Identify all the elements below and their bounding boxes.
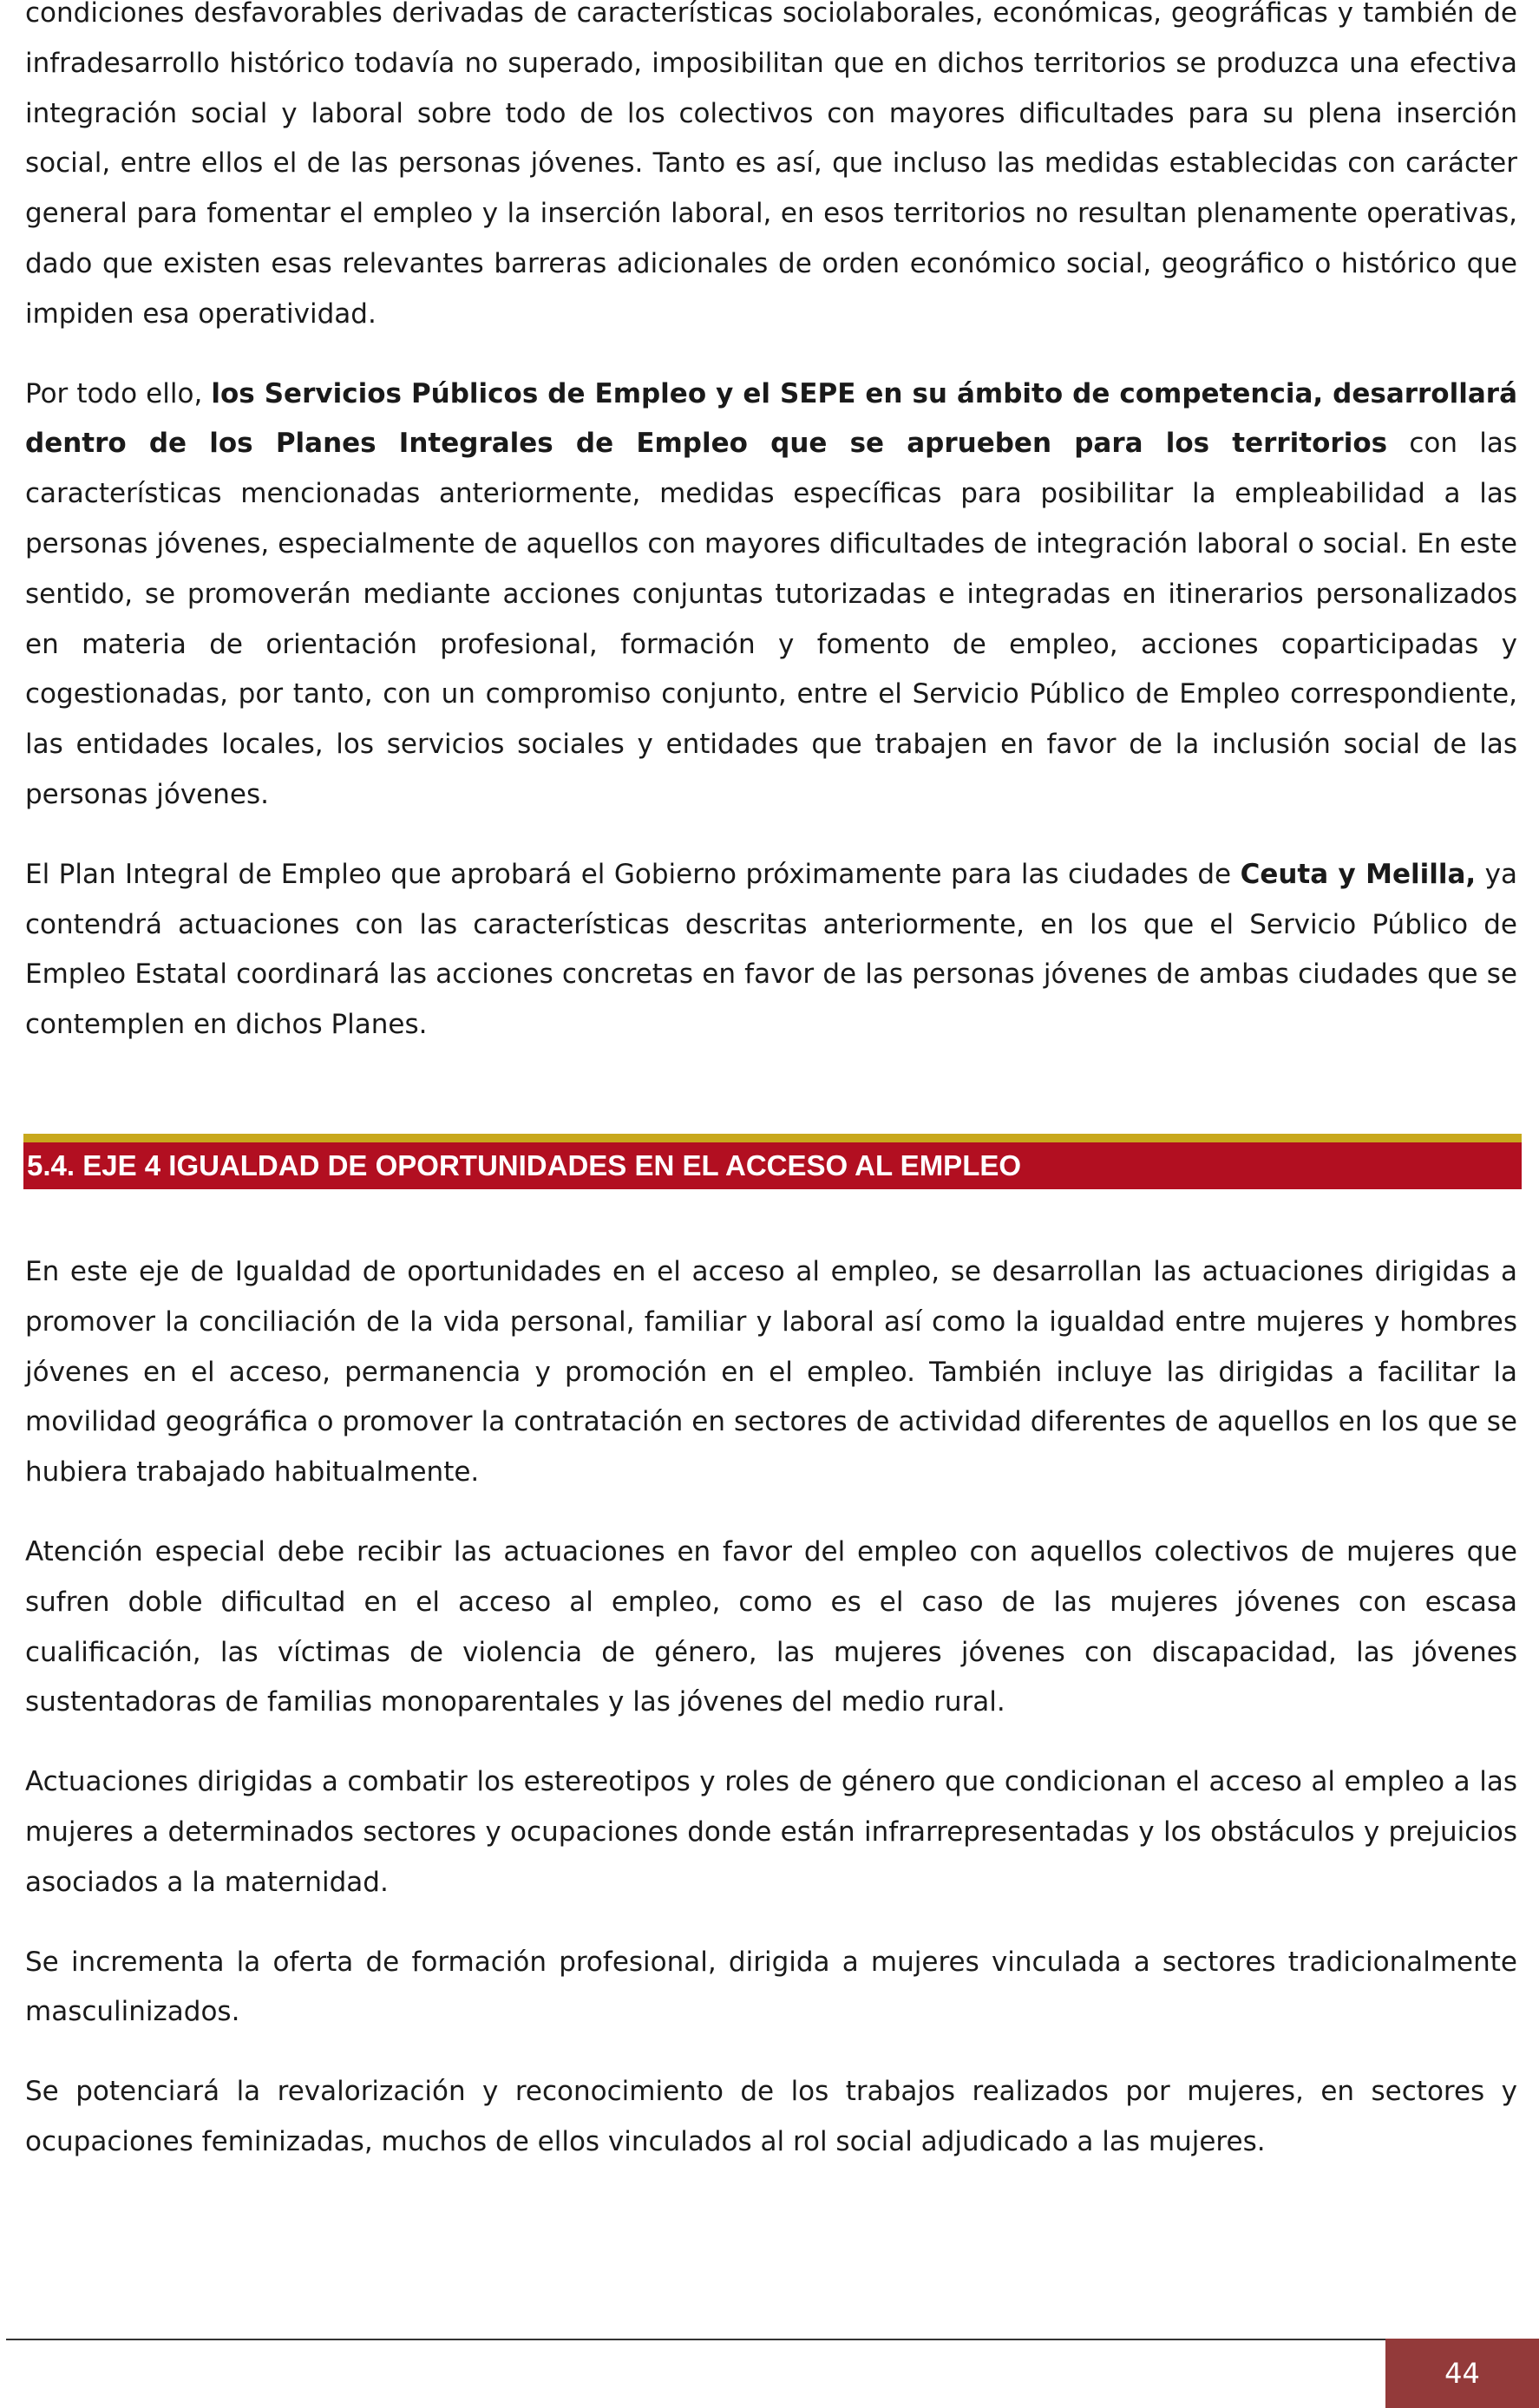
- bold-run: Ceuta y Melilla,: [1240, 858, 1477, 890]
- text-run: con las características mencionadas anteriormente, medidas específicas para posibilitar la empleabilidad a las personas jóvenes, especialmente de aquellos con mayores dificultades de integración laboral o social. En este sentido, se promoverán mediante acciones conjuntas tutorizadas e integradas en itinerarios personalizados en materia de orientación profesional, formación y fomento de empleo, acciones coparticipadas y cogestionadas, por tanto, con un compromiso conjunto, entre el Servicio Público de Empleo correspondiente, las entidades locales, los servicios sociales y entidades que trabajen en favor de la inclusión social de las personas jóvenes.: [25, 428, 1517, 810]
- footer-divider: [6, 2339, 1385, 2340]
- heading-rule: [23, 1134, 1522, 1142]
- paragraph-special-attention: Atención especial debe recibir las actuaciones en favor del empleo con aquellos colectivos de mujeres que sufren doble dificultad en el acceso al empleo, como es el caso de las mujeres jóvenes con escasa cualificación, las víctimas de violencia de género, las mujeres jóvenes con discapacidad, las jóvenes sustentadoras de familias monoparentales y las jóvenes del medio rural.: [25, 1535, 1517, 1718]
- page-number: 44: [1385, 2339, 1539, 2408]
- section-heading: [23, 1134, 1522, 1189]
- paragraph-ceuta-melilla: [25, 850, 1517, 1050]
- intro-text: [25, 0, 1517, 1080]
- paragraph-revaluation: Se potenciará la revalorización y reconocimiento de los trabajos realizados por mujeres, en sectores y ocupaciones feminizadas, muchos de ellos vinculados al rol social adjudicado a las mujeres.: [25, 2076, 1517, 2157]
- bold-run: los Servicios Públicos de Empleo y el SEPE en su ámbito de competencia, desarrollará dentro de los Planes Integrales de Empleo que se aprueben para los territorios: [25, 377, 1517, 460]
- paragraph-stereotypes: Actuaciones dirigidas a combatir los estereotipos y roles de género que condicionan el acceso al empleo a las mujeres a determinados sectores y ocupaciones donde están infrarrepresentadas y los obstáculos y prejuicios asociados a la maternidad.: [25, 1766, 1517, 1898]
- text-run: El Plan Integral de Empleo que aprobará el Gobierno próximamente para las ciudades de: [25, 858, 1241, 890]
- paragraph-territories: condiciones desfavorables derivadas de características sociolaborales, económicas, geográficas y también de infradesarrollo histórico todavía no superado, imposibilitan que en dichos territorios se produzca una efectiva integración social y laboral sobre todo de los colectivos con mayores dificultades para su plena inserción social, entre ellos el de las personas jóvenes. Tanto es así, que incluso las medidas establecidas con carácter general para fomentar el empleo y la inserción laboral, en esos territorios no resultan plenamente operativas, dado que existen esas relevantes barreras adicionales de orden económico social, geográfico o histórico que impiden esa operatividad.: [25, 0, 1517, 330]
- paragraph-axis-description: En este eje de Igualdad de oportunidades en el acceso al empleo, se desarrollan las actuaciones dirigidas a promover la conciliación de la vida personal, familiar y laboral así como la igualdad entre mujeres y hombres jóvenes en el acceso, permanencia y promoción en el empleo. También incluye las dirigidas a facilitar la movilidad geográfica o promover la contratación en sectores de actividad diferentes de aquellos en los que se hubiera trabajado habitualmente.: [25, 1256, 1517, 1489]
- text-run: Por todo ello,: [25, 377, 212, 409]
- section-title: 5.4. EJE 4 IGUALDAD DE OPORTUNIDADES EN EL ACCESO AL EMPLEO: [23, 1142, 1522, 1189]
- paragraph-vocational-training: Se incrementa la oferta de formación profesional, dirigida a mujeres vinculada a sectores tradicionalmente masculinizados.: [25, 1946, 1517, 2028]
- section-text: [25, 1247, 1517, 2197]
- text-run: ya contendrá actuaciones con las características descritas anteriormente, en los que el Servicio Público de Empleo Estatal coordinará las acciones concretas en favor de las personas jóvenes de ambas ciudades que se contemplen en dichos Planes.: [25, 858, 1517, 1041]
- paragraph-integral-plans: [25, 370, 1517, 821]
